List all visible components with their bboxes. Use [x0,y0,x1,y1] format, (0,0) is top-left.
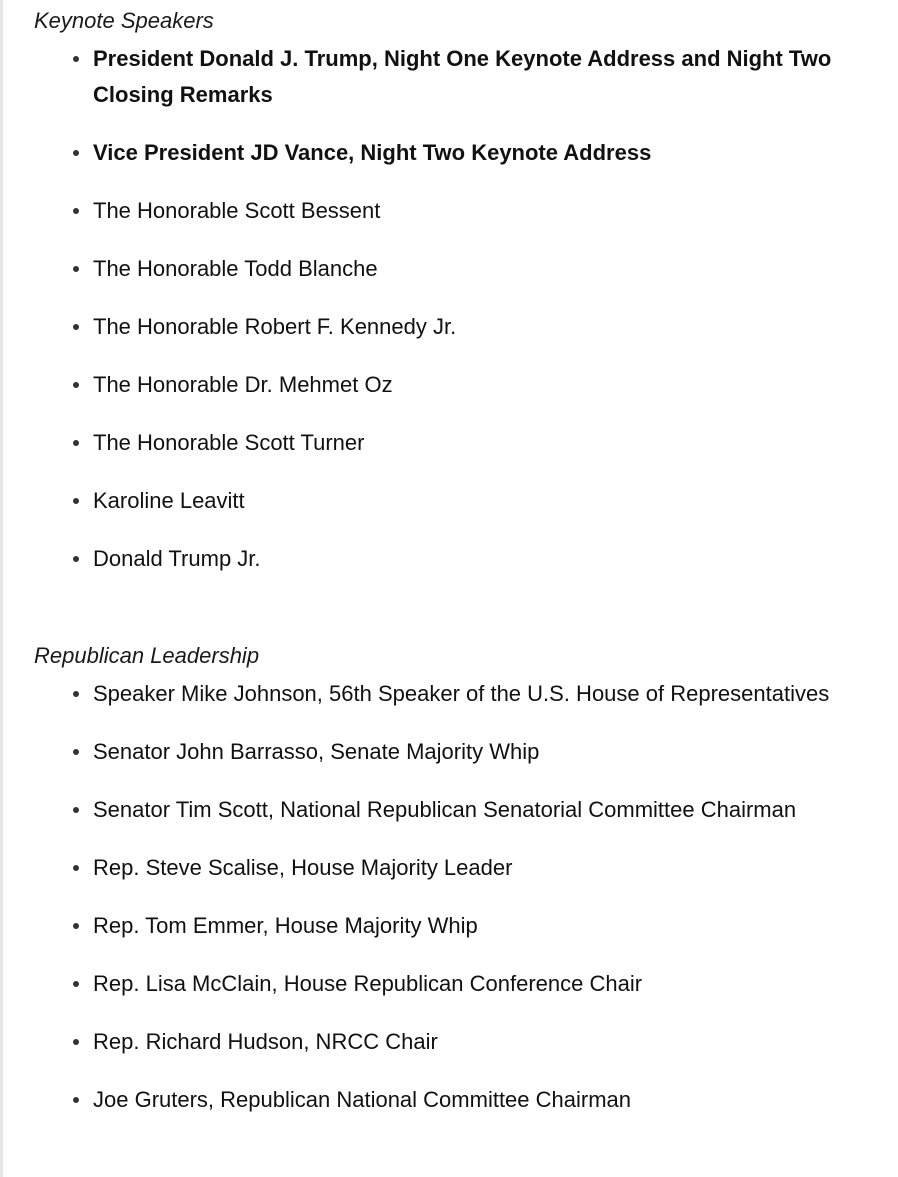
bullet-icon [73,1097,79,1103]
list-item [34,966,874,1002]
bullet-icon [73,208,79,214]
bullet-icon [73,150,79,156]
list-item [34,367,874,403]
list-item [34,908,874,944]
list-item [34,734,874,770]
bullet-icon [73,691,79,697]
speaker-name: Rep. Steve Scalise, House Majority Leader [93,855,513,880]
speaker-name: Rep. Richard Hudson, NRCC Chair [93,1029,438,1054]
speaker-name: The Honorable Dr. Mehmet Oz [93,372,393,397]
list-item [34,251,874,287]
list-item [34,1082,874,1118]
list-item [34,483,874,519]
speaker-name: Rep. Tom Emmer, House Majority Whip [93,913,478,938]
keynote-speakers-heading: Keynote Speakers [34,8,214,33]
list-item [34,309,874,345]
speaker-name: Speaker Mike Johnson, 56th Speaker of the U.S. House of Representatives [93,681,830,706]
speaker-name: The Honorable Scott Bessent [93,198,381,223]
page-left-border [0,0,3,1177]
bullet-icon [73,749,79,755]
list-item [34,193,874,229]
bullet-icon [73,56,79,62]
list-item [34,1024,874,1060]
speaker-name: Rep. Lisa McClain, House Republican Conference Chair [93,971,643,996]
republican-leadership-heading: Republican Leadership [34,643,260,668]
speaker-name: The Honorable Scott Turner [93,430,365,455]
bullet-icon [73,556,79,562]
republican-leadership-list [34,676,874,1118]
bullet-icon [73,1039,79,1045]
speaker-name: Senator Tim Scott, National Republican Senatorial Committee Chairman [93,797,797,822]
speaker-name: The Honorable Todd Blanche [93,256,378,281]
list-item [34,425,874,461]
republican-leadership-section [34,643,874,1140]
bullet-icon [73,923,79,929]
speaker-name: Donald Trump Jr. [93,546,261,571]
bullet-icon [73,266,79,272]
list-item [34,850,874,886]
bullet-icon [73,981,79,987]
bullet-icon [73,440,79,446]
speaker-name: Karoline Leavitt [93,488,245,513]
speaker-name: The Honorable Robert F. Kennedy Jr. [93,314,457,339]
list-item [34,135,874,171]
bullet-icon [73,807,79,813]
list-item [34,541,874,577]
speaker-name: Senator John Barrasso, Senate Majority Whip [93,739,540,764]
speaker-name: Vice President JD Vance, Night Two Keynote Address [93,140,652,165]
list-item [34,41,874,113]
bullet-icon [73,324,79,330]
keynote-speakers-list [34,41,874,577]
bullet-icon [73,865,79,871]
list-item [34,676,874,712]
watermark-fade [630,1140,898,1177]
bullet-icon [73,498,79,504]
bullet-icon [73,382,79,388]
keynote-speakers-section [34,8,874,599]
speaker-name: Joe Gruters, Republican National Committee Chairman [93,1087,632,1112]
speaker-name: President Donald J. Trump, Night One Keynote Address and Night Two Closing Remarks [93,46,832,107]
list-item [34,792,874,828]
